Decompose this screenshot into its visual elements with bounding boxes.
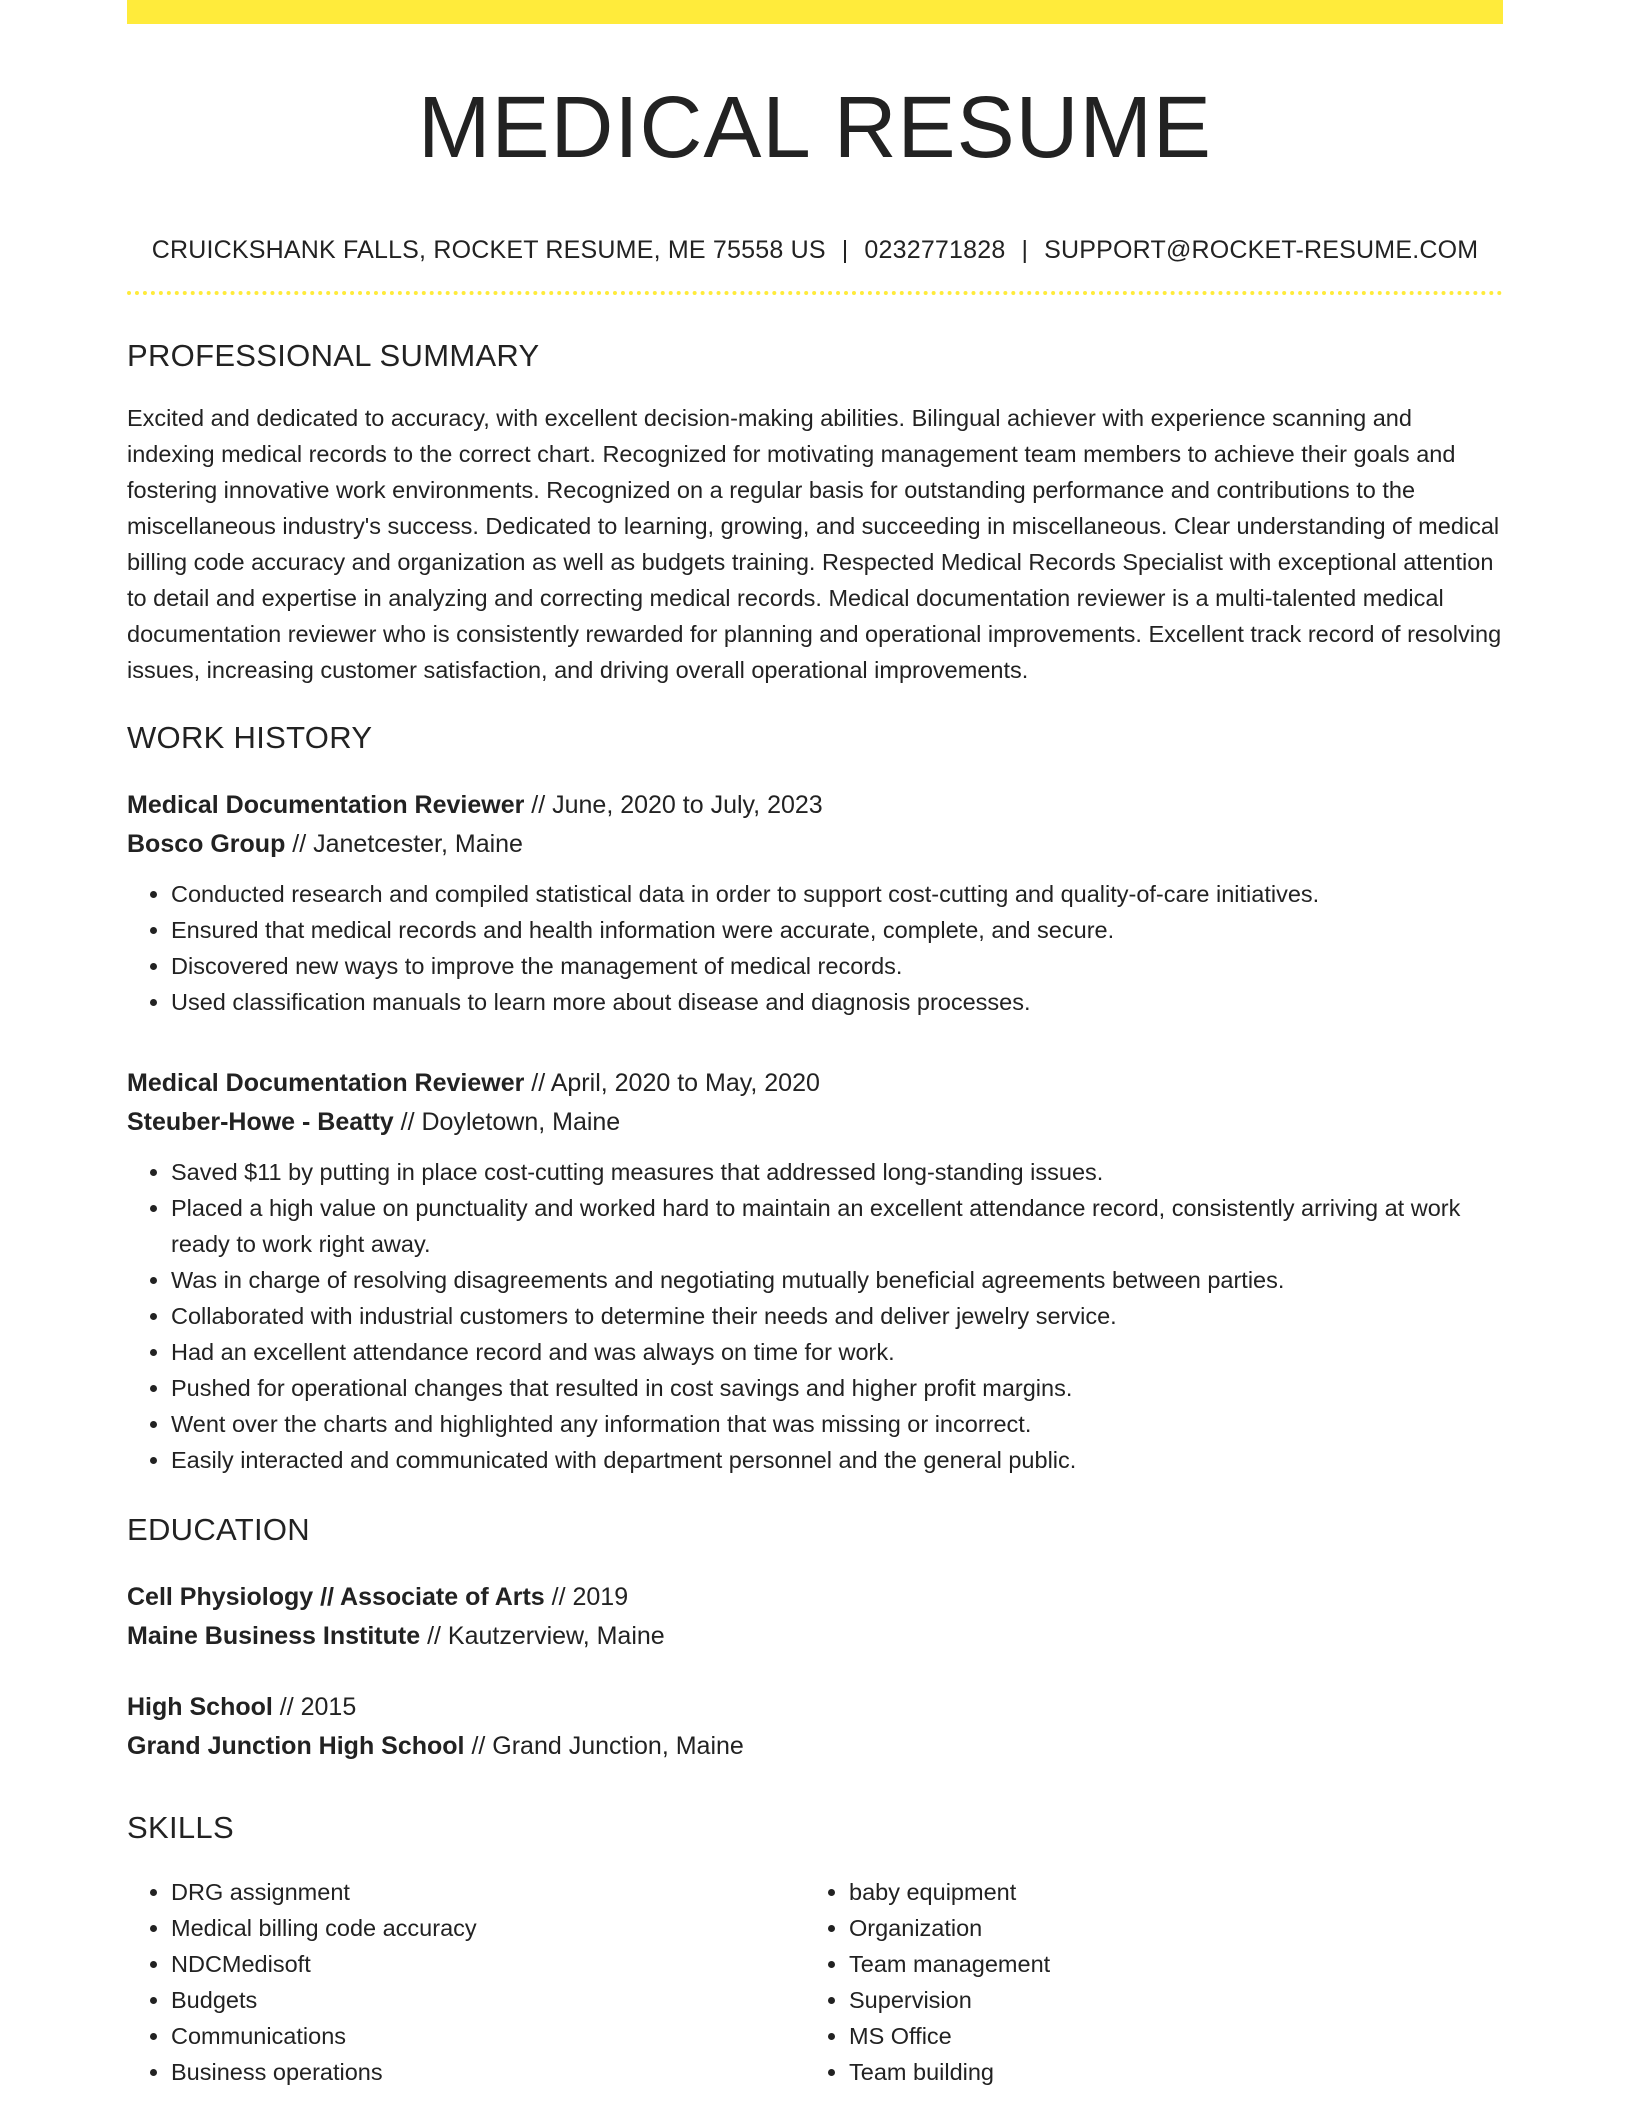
contact-separator: |	[841, 236, 849, 265]
accent-top-bar	[127, 0, 1503, 24]
education-school: Grand Junction High School	[127, 1732, 465, 1761]
job-location: // Doyletown, Maine	[393, 1108, 621, 1137]
dotted-divider	[127, 291, 1503, 295]
job-title-line	[127, 1064, 1503, 1103]
resume-page	[127, 0, 1503, 2090]
job-bullets	[127, 876, 1503, 1020]
skill-item: • Budgets	[171, 1982, 805, 2018]
section-title-summary: PROFESSIONAL SUMMARY	[127, 338, 540, 374]
job-title-line	[127, 786, 1503, 825]
skill-item: • Team building	[849, 2054, 1483, 2090]
education-year: // 2015	[272, 1693, 357, 1722]
contact-email: SUPPORT@ROCKET-RESUME.COM	[1044, 236, 1479, 265]
skill-item: • DRG assignment	[171, 1874, 805, 1910]
education-school-line	[127, 1727, 1503, 1766]
education-degree: High School	[127, 1693, 273, 1722]
skill-item: • NDCMedisoft	[171, 1946, 805, 1982]
job-entry	[127, 786, 1503, 1020]
education-degree-line	[127, 1688, 1503, 1727]
education-entry	[127, 1578, 1503, 1656]
job-bullet: • Placed a high value on punctuality and worked hard to maintain an excellent attendance record, consistently arriving at work ready to work right away.	[171, 1190, 1503, 1262]
job-bullet: • Had an excellent attendance record and was always on time for work.	[171, 1334, 1503, 1370]
job-position: Medical Documentation Reviewer	[127, 1069, 525, 1098]
job-bullet: • Was in charge of resolving disagreements and negotiating mutually beneficial agreements between parties.	[171, 1262, 1503, 1298]
education-school: Maine Business Institute	[127, 1622, 421, 1651]
job-bullet: • Collaborated with industrial customers to determine their needs and deliver jewelry service.	[171, 1298, 1503, 1334]
education-degree-line	[127, 1578, 1503, 1617]
skills-list-left	[127, 1874, 805, 2090]
skills-list-right	[805, 1874, 1483, 2090]
section-title-education: EDUCATION	[127, 1512, 310, 1548]
contact-phone: 0232771828	[864, 236, 1006, 265]
contact-address: CRUICKSHANK FALLS, ROCKET RESUME, ME 75558 US	[151, 236, 826, 265]
job-dates: // June, 2020 to July, 2023	[524, 791, 823, 820]
skill-item: • baby equipment	[849, 1874, 1483, 1910]
skills-columns	[127, 1874, 1503, 2090]
job-bullet: • Saved $11 by putting in place cost-cutting measures that addressed long-standing issues.	[171, 1154, 1503, 1190]
skill-item: • MS Office	[849, 2018, 1483, 2054]
education-entry	[127, 1688, 1503, 1766]
job-position: Medical Documentation Reviewer	[127, 791, 525, 820]
contact-line	[127, 235, 1503, 265]
section-title-work-history: WORK HISTORY	[127, 720, 373, 756]
job-company: Bosco Group	[127, 830, 286, 859]
job-company-line	[127, 1103, 1503, 1142]
job-bullet: • Ensured that medical records and health information were accurate, complete, and secure.	[171, 912, 1503, 948]
skill-item: • Supervision	[849, 1982, 1483, 2018]
job-bullet: • Conducted research and compiled statistical data in order to support cost-cutting and quality-of-care initiatives.	[171, 876, 1503, 912]
job-entry	[127, 1064, 1503, 1478]
job-bullet: • Easily interacted and communicated with department personnel and the general public.	[171, 1442, 1503, 1478]
skill-item: • Organization	[849, 1910, 1483, 1946]
job-bullet: • Discovered new ways to improve the management of medical records.	[171, 948, 1503, 984]
job-bullet: • Pushed for operational changes that resulted in cost savings and higher profit margins.	[171, 1370, 1503, 1406]
education-school-line	[127, 1617, 1503, 1656]
job-location: // Janetcester, Maine	[285, 830, 523, 859]
section-title-skills: SKILLS	[127, 1810, 234, 1846]
job-bullet: • Went over the charts and highlighted any information that was missing or incorrect.	[171, 1406, 1503, 1442]
summary-text: Excited and dedicated to accuracy, with excellent decision-making abilities. Bilingual achiever with experience scanning and indexing medical records to the correct chart. Recognized for motivating management team members to achieve their goals and fostering innovative work environments. Recognized on a regular basis for outstanding performance and contributions to the miscellaneous industry's success. Dedicated to learning, growing, and succeeding in miscellaneous. Clear understanding of medical billing code accuracy and organization as well as budgets training. Respected Medical Records Specialist with exceptional attention to detail and expertise in analyzing and correcting medical records. Medical documentation reviewer is a multi-talented medical documentation reviewer who is consistently rewarded for planning and operational improvements. Excellent track record of resolving issues, increasing customer satisfaction, and driving overall operational improvements.	[127, 405, 1502, 684]
education-year: // 2019	[544, 1583, 629, 1612]
job-bullet: • Used classification manuals to learn more about disease and diagnosis processes.	[171, 984, 1503, 1020]
job-company-line	[127, 825, 1503, 864]
education-location: // Kautzerview, Maine	[420, 1622, 665, 1651]
job-bullets	[127, 1154, 1503, 1478]
education-degree: Cell Physiology // Associate of Arts	[127, 1583, 545, 1612]
resume-title: MEDICAL RESUME	[418, 79, 1212, 176]
job-dates: // April, 2020 to May, 2020	[524, 1069, 820, 1098]
job-company: Steuber-Howe - Beatty	[127, 1108, 394, 1137]
skill-item: • Medical billing code accuracy	[171, 1910, 805, 1946]
skill-item: • Team management	[849, 1946, 1483, 1982]
education-location: // Grand Junction, Maine	[464, 1732, 744, 1761]
skill-item: • Communications	[171, 2018, 805, 2054]
skill-item: • Business operations	[171, 2054, 805, 2090]
contact-separator: |	[1021, 236, 1029, 265]
